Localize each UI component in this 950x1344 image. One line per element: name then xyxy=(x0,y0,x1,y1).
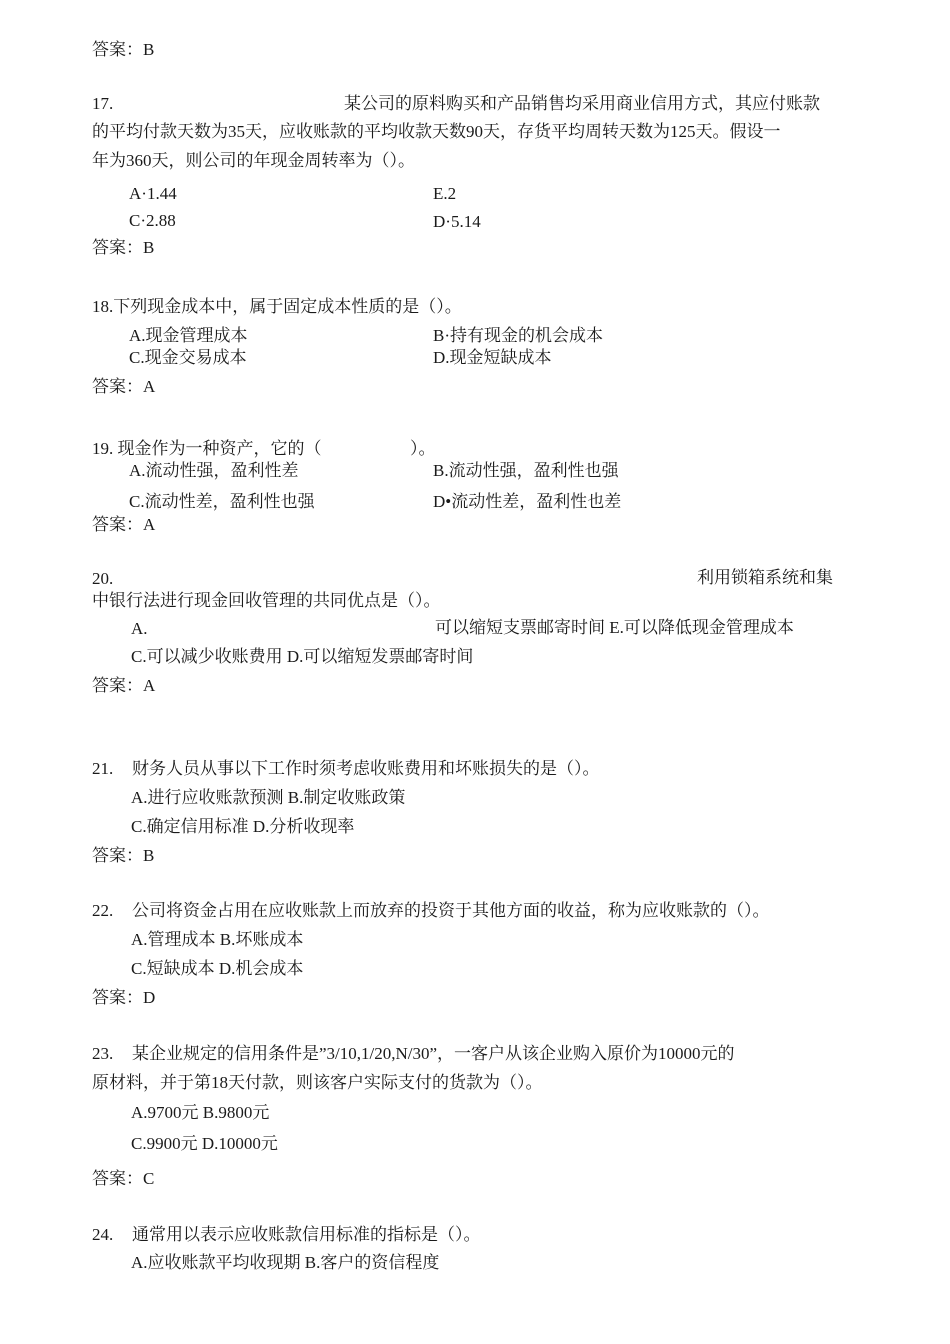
option-c-d: C.短缺成本 D.机会成本 xyxy=(131,959,304,978)
question-number: 22. xyxy=(92,901,114,920)
option-a: A.现金管理成本 xyxy=(129,326,248,345)
answer-20: 答案：A xyxy=(92,676,156,695)
option-a-b: A.应收账款平均收现期 B.客户的资信程度 xyxy=(131,1253,440,1272)
question-number: 23. xyxy=(92,1044,114,1063)
option-a: A·1.44 xyxy=(129,184,177,203)
question-stem: 18.下列现金成本中，属于固定成本性质的是（）。 xyxy=(92,297,462,316)
option-c-d: C.确定信用标准 D.分析收现率 xyxy=(131,817,355,836)
option-d: D·5.14 xyxy=(433,212,481,231)
answer-16: 答案：B xyxy=(92,40,155,59)
question-stem: 财务人员从事以下工作时须考虑收账费用和坏账损失的是（）。 xyxy=(132,759,600,778)
question-stem: 公司将资金占用在应收账款上而放弃的投资于其他方面的收益，称为应收账款的（）。 xyxy=(132,901,770,920)
answer-23: 答案：C xyxy=(92,1169,155,1188)
question-number: 17. xyxy=(92,94,114,113)
answer-18: 答案：A xyxy=(92,377,156,396)
option-a: A.流动性强，盈利性差 xyxy=(129,461,299,480)
question-stem-line: 中银行法进行现金回收管理的共同优点是（）。 xyxy=(92,591,441,610)
option-a-b: A.9700元 B.9800元 xyxy=(131,1103,270,1122)
option-a-b: A.管理成本 B.坏账成本 xyxy=(131,930,304,949)
question-stem-line: 年为360天，则公司的年现金周转率为（）。 xyxy=(92,151,415,170)
question-stem-end: ）。 xyxy=(410,439,436,458)
option-b: B.流动性强，盈利性也强 xyxy=(433,461,619,480)
question-number: 20. xyxy=(92,569,114,588)
question-number: 21. xyxy=(92,759,114,778)
option-c-d: C.可以减少收账费用 D.可以缩短发票邮寄时间 xyxy=(131,647,474,666)
option-c-d: C.9900元 D.10000元 xyxy=(131,1134,278,1153)
option-b: E.2 xyxy=(433,184,457,203)
option-c: C.现金交易成本 xyxy=(129,348,247,367)
option-c: C.流动性差，盈利性也强 xyxy=(129,492,315,511)
question-stem-line: 某公司的原料购买和产品销售均采用商业信用方式，其应付账款 xyxy=(344,94,820,113)
answer-17: 答案：B xyxy=(92,238,155,257)
answer-19: 答案：A xyxy=(92,515,156,534)
option-c: C·2.88 xyxy=(129,211,176,230)
option-a-b: A.进行应收账款预测 B.制定收账政策 xyxy=(131,788,406,807)
question-stem-line: 的平均付款天数为35天，应收账款的平均收款天数90天，存货平均周转天数为125天。假设一 xyxy=(92,122,781,141)
option-d: D.现金短缺成本 xyxy=(433,348,552,367)
question-stem: 通常用以表示应收账款信用标准的指标是（）。 xyxy=(132,1225,481,1244)
question-number: 24. xyxy=(92,1225,114,1244)
option-a-b: 可以缩短支票邮寄时间 E.可以降低现金管理成本 xyxy=(435,618,794,637)
option-d: D•流动性差，盈利性也差 xyxy=(433,492,622,511)
answer-21: 答案：B xyxy=(92,846,155,865)
question-stem-line: 某企业规定的信用条件是”3/10,1/20,N/30”，一客户从该企业购入原价为10000元的 xyxy=(132,1044,735,1063)
question-stem-line: 利用锁箱系统和集 xyxy=(697,568,833,587)
answer-22: 答案：D xyxy=(92,988,156,1007)
option-b: B·持有现金的机会成本 xyxy=(433,326,603,345)
question-stem-line: 原材料，并于第18天付款，则该客户实际支付的货款为（）。 xyxy=(92,1073,543,1092)
question-stem: 19. 现金作为一种资产，它的（ xyxy=(92,439,322,458)
option-a-label: A. xyxy=(131,619,148,638)
